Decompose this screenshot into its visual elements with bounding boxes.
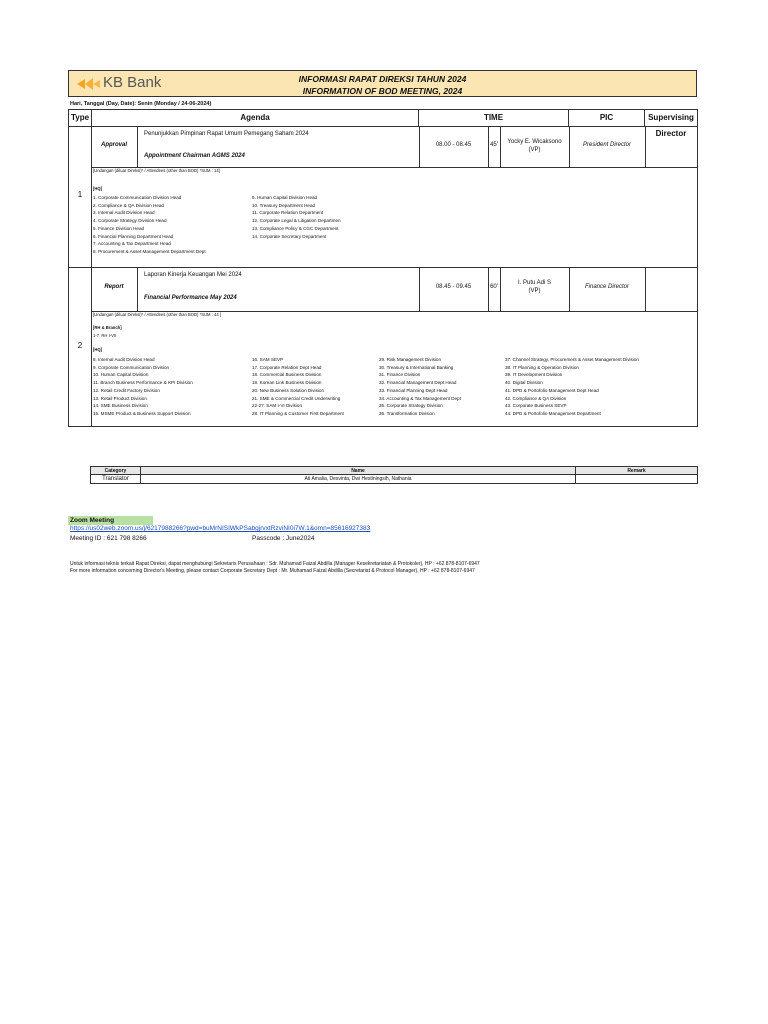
col-header-agenda: Agenda bbox=[92, 110, 419, 126]
list-item: 32. Financial Management Dept Head bbox=[379, 380, 457, 386]
list-item: 43. Corporate Business SEVP bbox=[505, 403, 567, 409]
meeting-time: 08.45 - 09.45 bbox=[435, 284, 472, 290]
attendees-list-1 bbox=[93, 356, 251, 418]
meeting-time: 08.00 - 08.45 bbox=[435, 142, 472, 148]
list-item: 42. Compliance & QA Division bbox=[505, 395, 567, 401]
list-item: 1. Corporate Communication Division Head bbox=[93, 195, 182, 200]
list-item: 6. Financial Planning Department Head bbox=[93, 233, 174, 239]
list-item: 14. SME Business Division bbox=[93, 403, 148, 409]
list-item: 36. Transformation Division bbox=[379, 410, 435, 416]
list-item: 9. Corporate Communication Division bbox=[93, 364, 170, 370]
col-header-name: Name bbox=[141, 467, 576, 475]
pic-name-text: I. Putu Adi S bbox=[517, 280, 552, 286]
list-item: 19. Korean Link Business Division bbox=[252, 380, 322, 386]
attendees-note: [Undangan (diluar Direksi)* / Attendees (other than BOD) *SUM : 14] bbox=[93, 168, 220, 173]
col-header-pic: PIC bbox=[569, 110, 645, 126]
col-header-remark: Remark bbox=[576, 467, 697, 475]
list-item: 11. Corporate Relation Department bbox=[252, 210, 324, 216]
list-item: 28. IT Planning & Customer First Department bbox=[252, 410, 344, 416]
meeting-passcode: Passcode : June2024 bbox=[252, 535, 315, 542]
attendees-list-1 bbox=[93, 194, 253, 256]
list-item: 15. MSME Product & Business Support Division bbox=[93, 410, 191, 416]
list-item: 30. Treasury & International Banking bbox=[379, 364, 454, 370]
list-item: 44. DPD & Portofolio Management Department bbox=[505, 410, 601, 416]
meeting-id: Meeting ID : 621 798 8266 bbox=[70, 535, 147, 542]
contact-info-indonesian: Untuk informasi teknis terkait Rapat Direksi, dapat menghubungi Sekretaris Perusahaan : Sdr. Muhamad Faizal Abdilla (Manager Kesekretariatan & Protokoler), HP : +62 878-8107-6947 bbox=[70, 561, 480, 567]
item-type: Approval bbox=[100, 142, 127, 148]
header-banner bbox=[68, 70, 697, 97]
item-number: 1 bbox=[77, 190, 83, 199]
col-header-time: TIME bbox=[419, 110, 569, 126]
translator-names: Ati Amalia, Desvinta, Dwi Hestiningsih, Nathania bbox=[141, 475, 576, 484]
list-item: 41. DPD & Portofolio Management Dept Head bbox=[505, 387, 599, 393]
attendees-list-4 bbox=[505, 356, 695, 418]
title-english: INFORMATION OF BOD MEETING, 2024 bbox=[302, 86, 463, 96]
attendees-group-hq: [HQ] bbox=[93, 186, 103, 191]
list-item: 10. Human Capital Division bbox=[93, 372, 149, 378]
pic-role: (VP) bbox=[528, 147, 541, 153]
agenda-indonesian: Laporan Kinerja Keuangan Mei 2024 bbox=[144, 272, 242, 278]
attendees-list-3 bbox=[379, 356, 505, 418]
agenda-english: Appointment Chairman AGMS 2024 bbox=[144, 153, 245, 159]
meeting-date: Hari, Tanggal (Day, Date): Senin (Monday / 24-06-2024) bbox=[70, 101, 212, 107]
list-item: 3. Internal Audit Division Head bbox=[93, 210, 155, 216]
meeting-duration: 60' bbox=[490, 284, 498, 290]
list-item: 18. Commercial Business Division bbox=[252, 372, 322, 378]
agenda-table bbox=[68, 109, 698, 427]
attendees-note: [Undangan (diluar Direksi)* / Attendees (other than BOD) *SUM : 44 ] bbox=[93, 312, 222, 317]
list-item: 8. Internal Audit Division Head bbox=[93, 357, 155, 362]
supervising-director: President Director bbox=[582, 142, 632, 148]
list-item: 9. Human Capital Division Head bbox=[252, 195, 318, 200]
contact-info-english: For more information concerning Director's Meeting, please contact Corporate Secretary Dept : Mr. Muhamad Faizal Abdilla (Secretariat & Protocol Manager), HP : +62 878-8107-6947 bbox=[70, 568, 475, 574]
list-item: 10. Treasury Department Head bbox=[252, 202, 316, 208]
list-item: 21. SME & Commercial Credit Underwriting bbox=[252, 395, 341, 401]
meeting-duration: 45' bbox=[490, 142, 498, 148]
list-item: 16. SAM SEVP bbox=[252, 357, 284, 362]
col-header-category: Category bbox=[91, 467, 141, 475]
list-item: 7. Accounting & Tax Department Head bbox=[93, 241, 171, 247]
list-item: 12. Retail Credit Factory Division bbox=[93, 387, 160, 393]
list-item: 39. IT Development Division bbox=[505, 372, 563, 378]
supervising-director: Finance Director bbox=[584, 284, 629, 290]
list-item: 31. Finance Division bbox=[379, 372, 421, 378]
list-item: 13. Retail Product Division bbox=[93, 395, 147, 401]
list-item: 33. Financial Planning Dept Head bbox=[379, 387, 448, 393]
list-item: 5. Finance Division Head bbox=[93, 225, 145, 231]
item-number: 2 bbox=[77, 341, 83, 350]
list-item: 13. Compliance Policy & CGC Department bbox=[252, 225, 339, 231]
list-item: 40. Digital Division bbox=[505, 380, 543, 386]
zoom-meeting-label: Zoom Meeting bbox=[68, 516, 153, 525]
col-header-supervising-director: Supervising Director bbox=[648, 113, 694, 138]
list-item: 17. Corporate Relation Dept Head bbox=[252, 364, 322, 370]
list-item: 12. Corporate Legal & Litigation Departmen bbox=[252, 218, 341, 224]
list-item: 8. Procurement & Asset Management Department Dept bbox=[93, 248, 206, 254]
translator-remark bbox=[576, 475, 697, 484]
attendees-list-2 bbox=[252, 194, 412, 240]
pic-name bbox=[500, 138, 569, 154]
list-item: 37. Channel Strategy, Procurement & Asset Management Division bbox=[505, 357, 639, 362]
zoom-meeting-link[interactable]: https://us02web.zoom.us/j/6217988266?pwd=buMrNISIWkPSabgjrvxtRzviNI0i7W.1&omn=85616927383 bbox=[70, 525, 371, 532]
logo-text: KB Bank bbox=[103, 74, 162, 91]
list-item: 2. Compliance & QA Division Head bbox=[93, 202, 164, 208]
document-title bbox=[69, 73, 696, 97]
agenda-indonesian: Penunjukkan Pimpinan Rapat Umum Pemegang Saham 2024 bbox=[144, 131, 309, 137]
list-item: 29. Risk Management Division bbox=[379, 357, 442, 362]
attendees-group-rh-branch: [RH & Branch] bbox=[93, 325, 122, 330]
list-item: 35. Corporate Strategy Division bbox=[379, 403, 443, 409]
list-item: 38. IT Planning & Operation Division bbox=[505, 364, 579, 370]
item-type: Report bbox=[104, 284, 124, 290]
list-item: 11. Branch Business Performance & KPI Division bbox=[93, 380, 193, 386]
col-header-type: Type bbox=[69, 110, 92, 126]
list-item: 4. Corporate Strategy Division Head bbox=[93, 218, 167, 224]
attendees-rh-list: 1-7. RH I-VII bbox=[93, 333, 117, 338]
translator-table bbox=[90, 466, 698, 484]
pic-name-text: Yocky E. Wicaksono bbox=[507, 139, 562, 145]
attendees-list-2 bbox=[252, 356, 378, 418]
list-item: 22-27. SAM I-VI Division bbox=[252, 403, 303, 409]
list-item: 34. Accounting & Tax Management Dept bbox=[379, 395, 461, 401]
translator-category: Translator bbox=[91, 475, 141, 484]
pic-name bbox=[500, 279, 569, 295]
attendees-group-hq: [HQ] bbox=[93, 347, 103, 352]
pic-role: (VP) bbox=[528, 288, 541, 294]
list-item: 14. Corporate Secretary Department bbox=[252, 233, 327, 239]
title-indonesian: INFORMASI RAPAT DIREKSI TAHUN 2024 bbox=[298, 74, 467, 84]
agenda-english: Financial Performance May 2024 bbox=[144, 295, 237, 301]
list-item: 20. New Business Solution Division bbox=[252, 387, 325, 393]
